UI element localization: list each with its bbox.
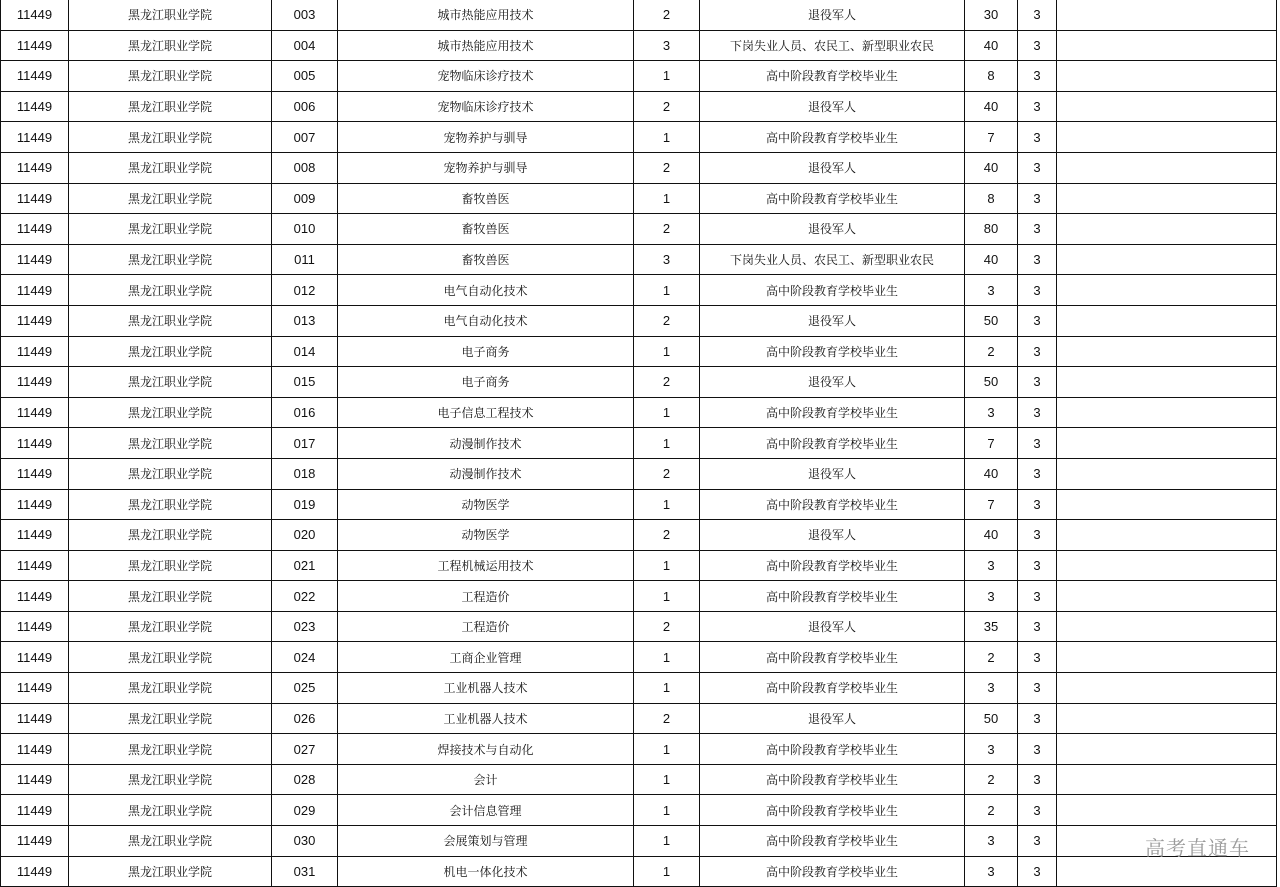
watermark-text: 高考直通车 [1145,836,1250,860]
school-name-cell: 黑龙江职业学院 [69,520,272,551]
applicant-type-cell: 高中阶段教育学校毕业生 [700,336,965,367]
school-name-cell: 黑龙江职业学院 [69,764,272,795]
school-name-cell: 黑龙江职业学院 [69,91,272,122]
remarks-cell [1057,642,1277,673]
table-row [1,214,1277,245]
duration-cell: 3 [1018,520,1057,551]
duration-cell: 3 [1018,152,1057,183]
duration-cell: 3 [1018,183,1057,214]
major-code-cell: 016 [272,397,338,428]
quota-cell: 7 [965,428,1018,459]
major-name-cell: 工程造价 [338,611,634,642]
remarks-cell [1057,673,1277,704]
remarks-cell [1057,611,1277,642]
table-row [1,611,1277,642]
quota-cell: 3 [965,826,1018,857]
quota-cell: 3 [965,275,1018,306]
remarks-cell [1057,520,1277,551]
school-name-cell: 黑龙江职业学院 [69,367,272,398]
applicant-type-cell: 高中阶段教育学校毕业生 [700,550,965,581]
applicant-type-cell: 高中阶段教育学校毕业生 [700,428,965,459]
category-code-cell: 1 [634,826,700,857]
major-code-cell: 007 [272,122,338,153]
major-code-cell: 008 [272,152,338,183]
school-name-cell: 黑龙江职业学院 [69,183,272,214]
table-row [1,0,1277,30]
applicant-type-cell: 高中阶段教育学校毕业生 [700,122,965,153]
remarks-cell [1057,428,1277,459]
school-name-cell: 黑龙江职业学院 [69,61,272,92]
table-row [1,489,1277,520]
duration-cell: 3 [1018,764,1057,795]
duration-cell: 3 [1018,305,1057,336]
school-code-cell: 11449 [1,91,69,122]
school-name-cell: 黑龙江职业学院 [69,581,272,612]
category-code-cell: 1 [634,734,700,765]
major-name-cell: 焊接技术与自动化 [338,734,634,765]
applicant-type-cell: 退役军人 [700,0,965,30]
table-row [1,305,1277,336]
table-row [1,520,1277,551]
school-code-cell: 11449 [1,764,69,795]
school-code-cell: 11449 [1,795,69,826]
quota-cell: 40 [965,30,1018,61]
major-code-cell: 011 [272,244,338,275]
school-name-cell: 黑龙江职业学院 [69,642,272,673]
major-code-cell: 020 [272,520,338,551]
school-code-cell: 11449 [1,856,69,887]
applicant-type-cell: 高中阶段教育学校毕业生 [700,397,965,428]
major-name-cell: 畜牧兽医 [338,183,634,214]
table-row [1,795,1277,826]
applicant-type-cell: 退役军人 [700,305,965,336]
table-row [1,30,1277,61]
school-code-cell: 11449 [1,275,69,306]
duration-cell: 3 [1018,0,1057,30]
remarks-cell [1057,244,1277,275]
school-code-cell: 11449 [1,244,69,275]
major-name-cell: 工程造价 [338,581,634,612]
table-row [1,550,1277,581]
school-code-cell: 11449 [1,152,69,183]
major-code-cell: 030 [272,826,338,857]
applicant-type-cell: 高中阶段教育学校毕业生 [700,856,965,887]
duration-cell: 3 [1018,30,1057,61]
school-name-cell: 黑龙江职业学院 [69,734,272,765]
table-row [1,642,1277,673]
major-name-cell: 动漫制作技术 [338,428,634,459]
applicant-type-cell: 下岗失业人员、农民工、新型职业农民 [700,244,965,275]
major-name-cell: 工业机器人技术 [338,703,634,734]
major-code-cell: 015 [272,367,338,398]
category-code-cell: 1 [634,397,700,428]
applicant-type-cell: 退役军人 [700,367,965,398]
school-name-cell: 黑龙江职业学院 [69,550,272,581]
category-code-cell: 1 [634,856,700,887]
major-code-cell: 027 [272,734,338,765]
applicant-type-cell: 高中阶段教育学校毕业生 [700,61,965,92]
remarks-cell [1057,703,1277,734]
major-name-cell: 动物医学 [338,520,634,551]
school-name-cell: 黑龙江职业学院 [69,703,272,734]
school-code-cell: 11449 [1,367,69,398]
quota-cell: 50 [965,703,1018,734]
major-code-cell: 006 [272,91,338,122]
table-row [1,428,1277,459]
remarks-cell [1057,489,1277,520]
quota-cell: 2 [965,795,1018,826]
quota-cell: 2 [965,642,1018,673]
category-code-cell: 1 [634,489,700,520]
school-code-cell: 11449 [1,305,69,336]
major-code-cell: 004 [272,30,338,61]
quota-cell: 40 [965,244,1018,275]
major-name-cell: 宠物临床诊疗技术 [338,61,634,92]
school-code-cell: 11449 [1,214,69,245]
table-row [1,61,1277,92]
school-name-cell: 黑龙江职业学院 [69,611,272,642]
school-name-cell: 黑龙江职业学院 [69,275,272,306]
duration-cell: 3 [1018,397,1057,428]
table-row [1,397,1277,428]
quota-cell: 2 [965,764,1018,795]
remarks-cell [1057,152,1277,183]
major-code-cell: 009 [272,183,338,214]
quota-cell: 50 [965,305,1018,336]
applicant-type-cell: 下岗失业人员、农民工、新型职业农民 [700,30,965,61]
major-name-cell: 工程机械运用技术 [338,550,634,581]
duration-cell: 3 [1018,244,1057,275]
school-code-cell: 11449 [1,30,69,61]
school-code-cell: 11449 [1,336,69,367]
remarks-cell [1057,734,1277,765]
major-code-cell: 028 [272,764,338,795]
school-code-cell: 11449 [1,489,69,520]
quota-cell: 30 [965,0,1018,30]
duration-cell: 3 [1018,611,1057,642]
quota-cell: 3 [965,550,1018,581]
school-code-cell: 11449 [1,61,69,92]
remarks-cell [1057,61,1277,92]
school-code-cell: 11449 [1,611,69,642]
school-code-cell: 11449 [1,703,69,734]
category-code-cell: 2 [634,611,700,642]
table-row [1,275,1277,306]
remarks-cell [1057,214,1277,245]
school-code-cell: 11449 [1,183,69,214]
remarks-cell [1057,550,1277,581]
remarks-cell [1057,458,1277,489]
applicant-type-cell: 高中阶段教育学校毕业生 [700,734,965,765]
category-code-cell: 1 [634,673,700,704]
major-code-cell: 022 [272,581,338,612]
remarks-cell [1057,275,1277,306]
duration-cell: 3 [1018,550,1057,581]
remarks-cell [1057,795,1277,826]
quota-cell: 40 [965,458,1018,489]
applicant-type-cell: 高中阶段教育学校毕业生 [700,489,965,520]
major-code-cell: 026 [272,703,338,734]
major-code-cell: 018 [272,458,338,489]
category-code-cell: 1 [634,336,700,367]
major-name-cell: 动物医学 [338,489,634,520]
table-row [1,91,1277,122]
school-code-cell: 11449 [1,581,69,612]
category-code-cell: 1 [634,183,700,214]
remarks-cell [1057,581,1277,612]
quota-cell: 35 [965,611,1018,642]
table-row [1,244,1277,275]
table-row [1,458,1277,489]
school-name-cell: 黑龙江职业学院 [69,856,272,887]
category-code-cell: 1 [634,764,700,795]
remarks-cell [1057,30,1277,61]
major-name-cell: 电气自动化技术 [338,305,634,336]
applicant-type-cell: 高中阶段教育学校毕业生 [700,826,965,857]
major-name-cell: 电气自动化技术 [338,275,634,306]
school-name-cell: 黑龙江职业学院 [69,673,272,704]
duration-cell: 3 [1018,795,1057,826]
quota-cell: 50 [965,367,1018,398]
applicant-type-cell: 退役军人 [700,458,965,489]
major-name-cell: 城市热能应用技术 [338,0,634,30]
major-code-cell: 025 [272,673,338,704]
duration-cell: 3 [1018,428,1057,459]
school-code-cell: 11449 [1,826,69,857]
quota-cell: 3 [965,673,1018,704]
applicant-type-cell: 高中阶段教育学校毕业生 [700,764,965,795]
duration-cell: 3 [1018,367,1057,398]
school-code-cell: 11449 [1,734,69,765]
school-name-cell: 黑龙江职业学院 [69,122,272,153]
applicant-type-cell: 退役军人 [700,91,965,122]
quota-cell: 7 [965,489,1018,520]
school-name-cell: 黑龙江职业学院 [69,795,272,826]
major-name-cell: 城市热能应用技术 [338,30,634,61]
applicant-type-cell: 高中阶段教育学校毕业生 [700,275,965,306]
school-code-cell: 11449 [1,0,69,30]
table-row [1,734,1277,765]
major-code-cell: 017 [272,428,338,459]
category-code-cell: 2 [634,305,700,336]
table-row [1,764,1277,795]
applicant-type-cell: 退役军人 [700,611,965,642]
major-name-cell: 宠物养护与驯导 [338,152,634,183]
school-code-cell: 11449 [1,397,69,428]
school-code-cell: 11449 [1,428,69,459]
category-code-cell: 3 [634,244,700,275]
remarks-cell [1057,397,1277,428]
remarks-cell [1057,305,1277,336]
school-name-cell: 黑龙江职业学院 [69,244,272,275]
duration-cell: 3 [1018,489,1057,520]
table-row [1,581,1277,612]
major-name-cell: 工业机器人技术 [338,673,634,704]
major-code-cell: 031 [272,856,338,887]
major-code-cell: 010 [272,214,338,245]
category-code-cell: 1 [634,550,700,581]
applicant-type-cell: 高中阶段教育学校毕业生 [700,795,965,826]
major-code-cell: 005 [272,61,338,92]
major-code-cell: 021 [272,550,338,581]
table-row [1,152,1277,183]
table-row [1,856,1277,887]
category-code-cell: 2 [634,367,700,398]
category-code-cell: 1 [634,122,700,153]
major-name-cell: 畜牧兽医 [338,214,634,245]
quota-cell: 3 [965,856,1018,887]
table-row [1,183,1277,214]
school-code-cell: 11449 [1,642,69,673]
school-code-cell: 11449 [1,122,69,153]
applicant-type-cell: 退役军人 [700,520,965,551]
major-name-cell: 机电一体化技术 [338,856,634,887]
remarks-cell [1057,0,1277,30]
school-name-cell: 黑龙江职业学院 [69,826,272,857]
quota-cell: 2 [965,336,1018,367]
quota-cell: 8 [965,61,1018,92]
major-name-cell: 会展策划与管理 [338,826,634,857]
remarks-cell [1057,764,1277,795]
category-code-cell: 1 [634,642,700,673]
major-name-cell: 宠物养护与驯导 [338,122,634,153]
duration-cell: 3 [1018,91,1057,122]
duration-cell: 3 [1018,856,1057,887]
duration-cell: 3 [1018,581,1057,612]
remarks-cell [1057,91,1277,122]
duration-cell: 3 [1018,122,1057,153]
school-name-cell: 黑龙江职业学院 [69,30,272,61]
remarks-cell [1057,336,1277,367]
category-code-cell: 2 [634,91,700,122]
school-code-cell: 11449 [1,458,69,489]
quota-cell: 40 [965,520,1018,551]
quota-cell: 40 [965,152,1018,183]
school-code-cell: 11449 [1,550,69,581]
duration-cell: 3 [1018,642,1057,673]
applicant-type-cell: 退役军人 [700,152,965,183]
duration-cell: 3 [1018,336,1057,367]
quota-cell: 80 [965,214,1018,245]
category-code-cell: 2 [634,458,700,489]
table-row [1,826,1277,857]
major-name-cell: 电子商务 [338,367,634,398]
school-code-cell: 11449 [1,520,69,551]
major-code-cell: 019 [272,489,338,520]
quota-cell: 7 [965,122,1018,153]
major-code-cell: 024 [272,642,338,673]
major-code-cell: 012 [272,275,338,306]
major-name-cell: 会计 [338,764,634,795]
school-name-cell: 黑龙江职业学院 [69,0,272,30]
duration-cell: 3 [1018,734,1057,765]
category-code-cell: 3 [634,30,700,61]
quota-cell: 3 [965,734,1018,765]
table-row [1,703,1277,734]
school-name-cell: 黑龙江职业学院 [69,336,272,367]
duration-cell: 3 [1018,458,1057,489]
quota-cell: 3 [965,397,1018,428]
school-code-cell: 11449 [1,673,69,704]
major-code-cell: 014 [272,336,338,367]
quota-cell: 40 [965,91,1018,122]
major-name-cell: 动漫制作技术 [338,458,634,489]
school-name-cell: 黑龙江职业学院 [69,458,272,489]
applicant-type-cell: 退役军人 [700,703,965,734]
remarks-cell [1057,183,1277,214]
school-name-cell: 黑龙江职业学院 [69,397,272,428]
table-body [1,0,1277,887]
category-code-cell: 1 [634,275,700,306]
category-code-cell: 2 [634,152,700,183]
duration-cell: 3 [1018,826,1057,857]
table-row [1,673,1277,704]
major-name-cell: 电子商务 [338,336,634,367]
major-code-cell: 013 [272,305,338,336]
applicant-type-cell: 高中阶段教育学校毕业生 [700,581,965,612]
major-code-cell: 003 [272,0,338,30]
table-row [1,122,1277,153]
major-name-cell: 电子信息工程技术 [338,397,634,428]
category-code-cell: 2 [634,520,700,551]
table-row [1,336,1277,367]
major-code-cell: 029 [272,795,338,826]
school-name-cell: 黑龙江职业学院 [69,305,272,336]
duration-cell: 3 [1018,61,1057,92]
duration-cell: 3 [1018,275,1057,306]
category-code-cell: 2 [634,0,700,30]
category-code-cell: 1 [634,428,700,459]
applicant-type-cell: 高中阶段教育学校毕业生 [700,183,965,214]
school-name-cell: 黑龙江职业学院 [69,428,272,459]
major-name-cell: 工商企业管理 [338,642,634,673]
quota-cell: 3 [965,581,1018,612]
applicant-type-cell: 退役军人 [700,214,965,245]
category-code-cell: 1 [634,61,700,92]
school-name-cell: 黑龙江职业学院 [69,152,272,183]
category-code-cell: 2 [634,703,700,734]
major-name-cell: 宠物临床诊疗技术 [338,91,634,122]
duration-cell: 3 [1018,214,1057,245]
remarks-cell [1057,122,1277,153]
applicant-type-cell: 高中阶段教育学校毕业生 [700,642,965,673]
major-name-cell: 畜牧兽医 [338,244,634,275]
table-row [1,367,1277,398]
major-code-cell: 023 [272,611,338,642]
school-name-cell: 黑龙江职业学院 [69,214,272,245]
category-code-cell: 1 [634,581,700,612]
remarks-cell [1057,367,1277,398]
duration-cell: 3 [1018,703,1057,734]
duration-cell: 3 [1018,673,1057,704]
quota-cell: 8 [965,183,1018,214]
school-name-cell: 黑龙江职业学院 [69,489,272,520]
major-name-cell: 会计信息管理 [338,795,634,826]
category-code-cell: 2 [634,214,700,245]
category-code-cell: 1 [634,795,700,826]
applicant-type-cell: 高中阶段教育学校毕业生 [700,673,965,704]
